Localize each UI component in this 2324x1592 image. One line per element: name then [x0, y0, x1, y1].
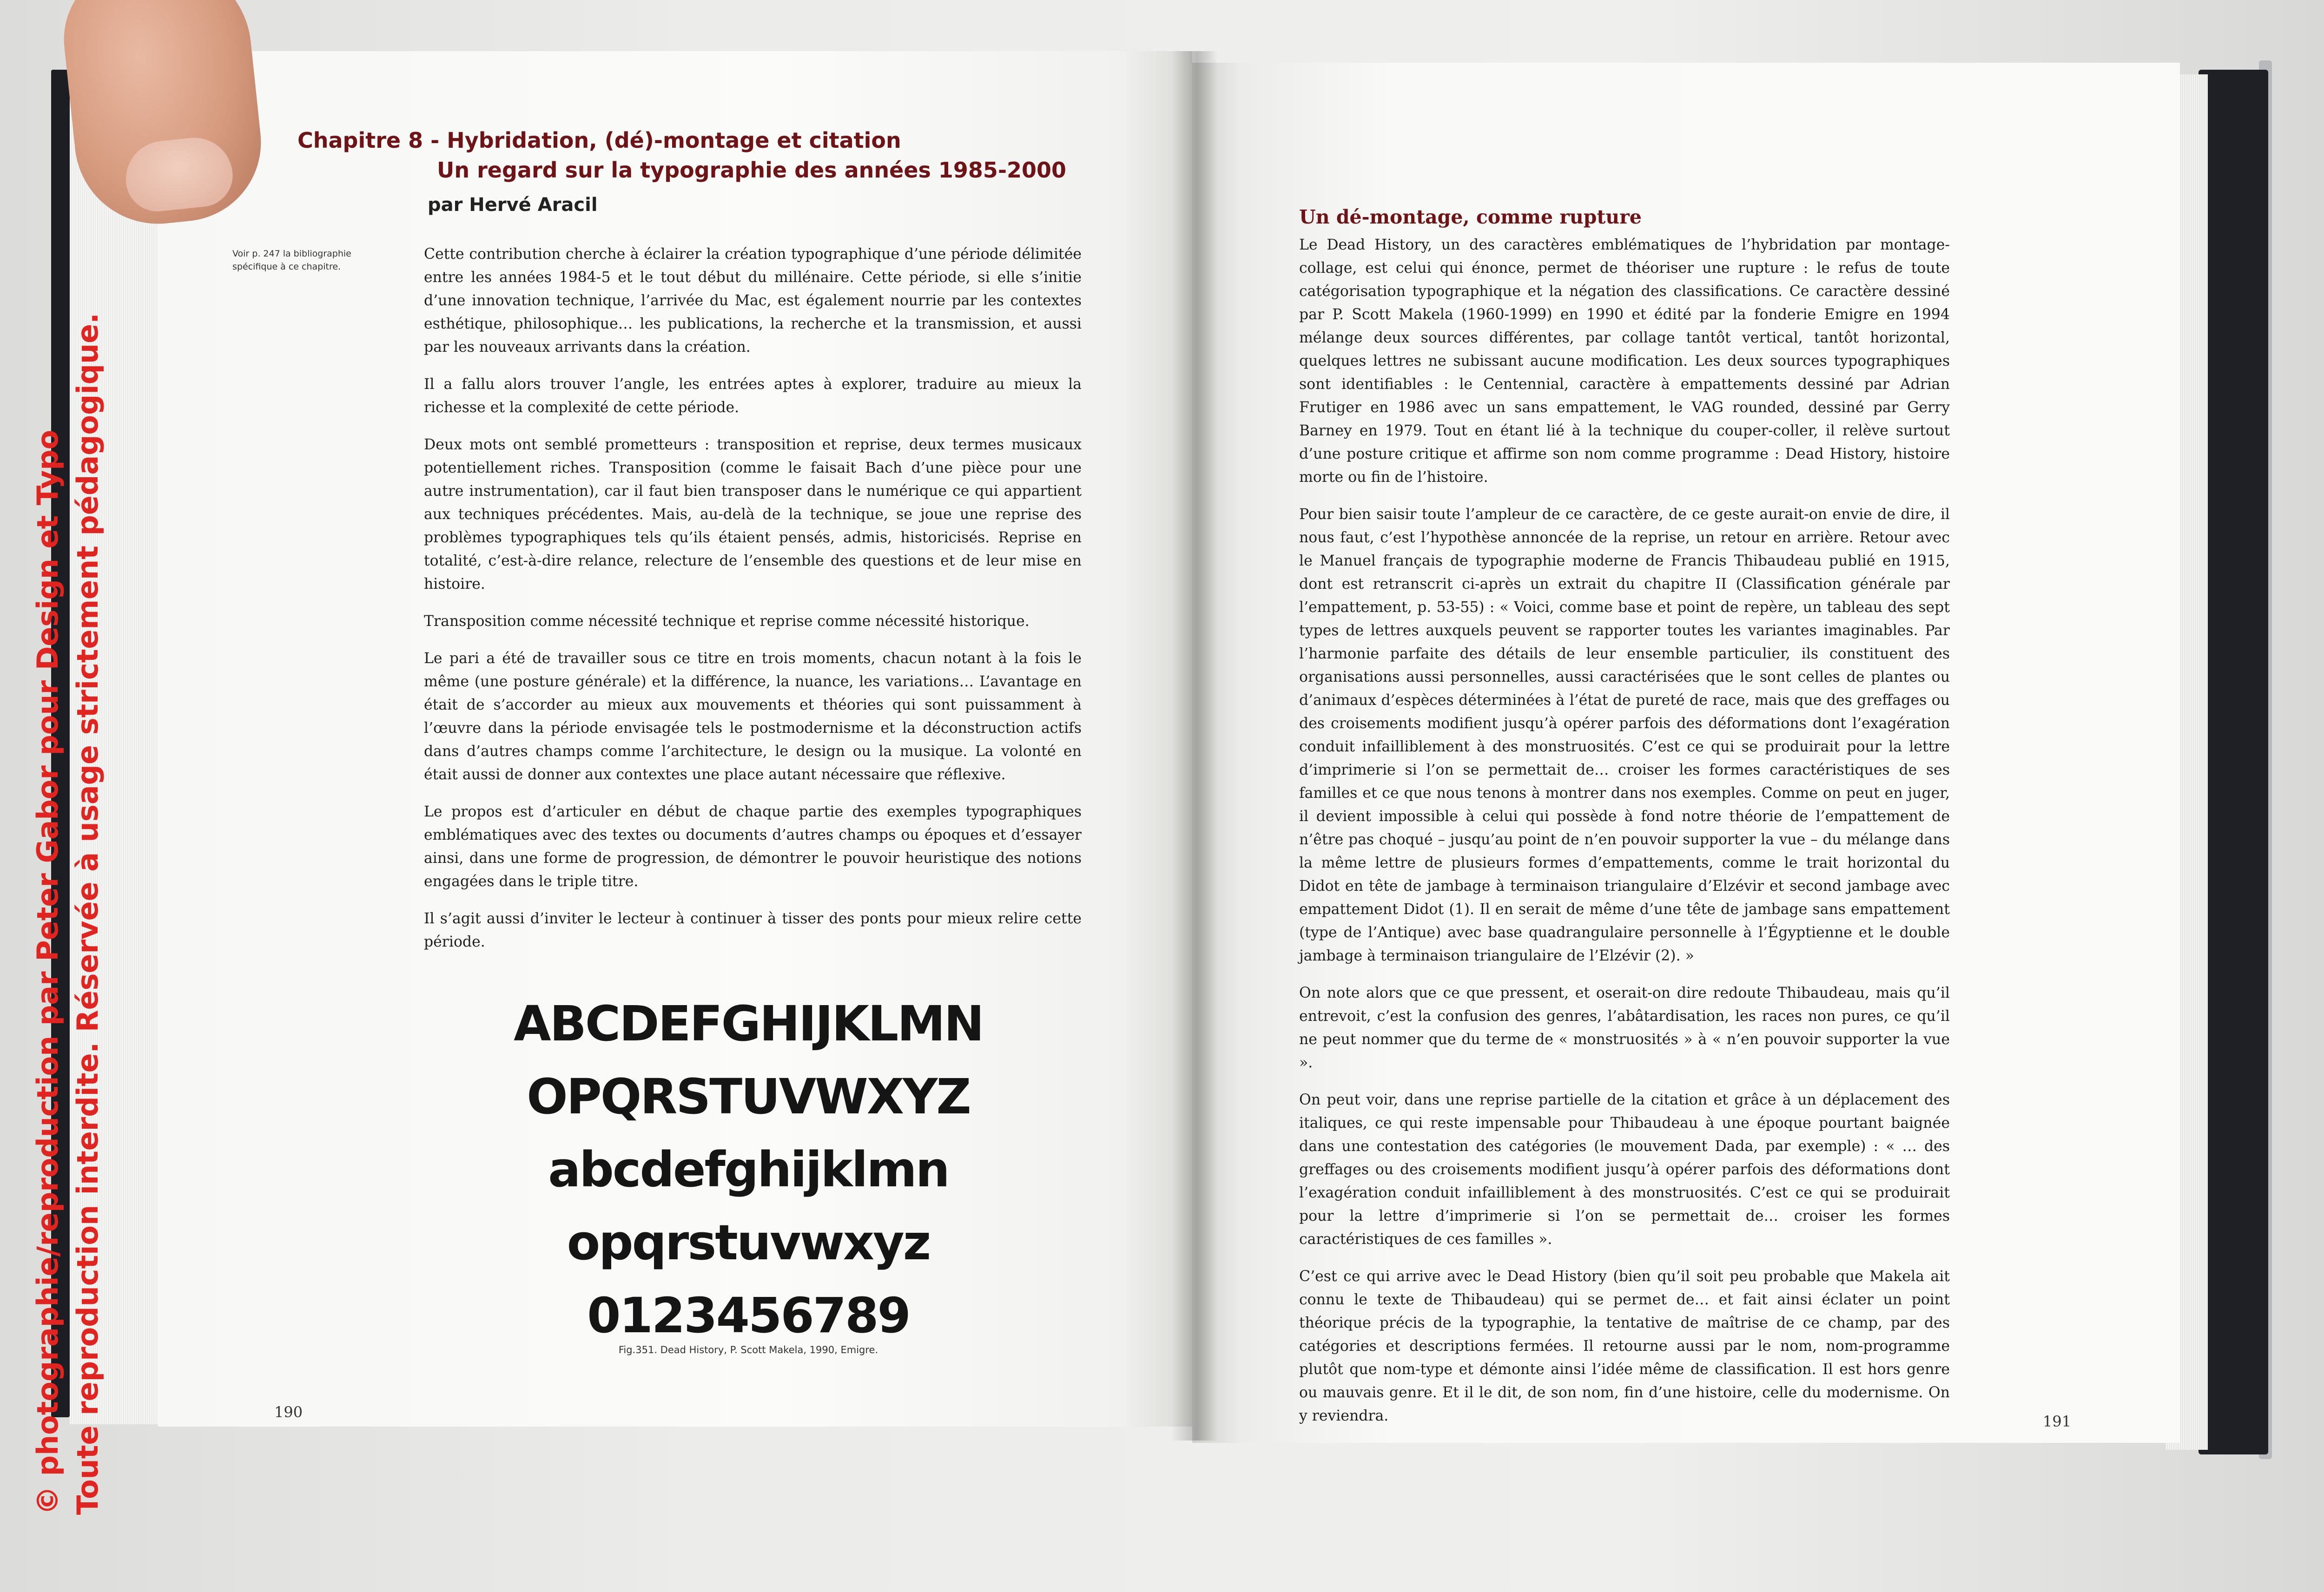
watermark-line1: © photographie/reproduction par Peter Gabor pour Design et Typo: [31, 429, 65, 1515]
left-paragraph-3: Deux mots ont semblé prometteurs : transposition et reprise, deux termes musicaux potentiellement riches. Transposition (comme le faisait Bach d’une pièce pour une autre instrumentation), car il faut bien transposer dans le numérique ce qui appartient aux techniques précédentes. Mais, au-delà de la technique, se joue une reprise des problèmes typographiques tels qu’ils étaient pensés, admis, historicisés. Reprise en totalité, c’est-à-dire relance, relecture de l’ensemble des questions et de leur mise en histoire.: [424, 436, 1082, 592]
page-number-left: 190: [274, 1403, 303, 1421]
left-paragraph-2: Il a fallu alors trouver l’angle, les entrées aptes à explorer, traduire au mieux la richesse et la complexité de cette période.: [424, 376, 1082, 416]
left-paragraph-6: Le propos est d’articuler en début de chaque partie des exemples typographiques emblématiques avec des textes ou documents d’autres champs ou époques et d’essayer ainsi, dans une forme de progression, de démontrer le pouvoir heuristique des notions engagées dans le triple titre.: [424, 803, 1082, 890]
left-body-text: [424, 243, 1082, 967]
watermark-line2: Toute reproduction interdite. Réservée à usage strictement pédagogique.: [71, 313, 105, 1515]
right-paragraph-3: On note alors que ce que pressent, et oserait-on dire redoute Thibaudeau, mais qu’il entrevoit, c’est la confusion des genres, l’abâtardisation, les races non pures, ce qu’il ne peut nommer que du terme de « monstruosités » à « n’en pouvoir supporter la vue ».: [1299, 985, 1950, 1071]
specimen-lowercase-2: opqrstuvwxyz: [567, 1214, 930, 1271]
right-paragraph-4: On peut voir, dans une reprise partielle de la citation et grâce à un déplacement des italiques, ce qui reste impensable pour Thibaudeau à une époque pourtant baignée dans une contestation des catégories (le mouvement Dada, par exemple) : « … des greffages ou des croisements modifient jusqu’à opérer parfois des déformations dont l’exagération conduit infailliblement à des monstruosités. C’est ce qui se produirait pour la lettre d’imprimerie si l’on se permettait de… croiser les formes caractéristiques de ces familles ».: [1299, 1092, 1950, 1248]
section-title: Un dé-montage, comme rupture: [1299, 206, 1642, 228]
typeface-specimen: [497, 987, 999, 1352]
book-gutter: [1171, 51, 1218, 1441]
left-paragraph-4: Transposition comme nécessité technique et reprise comme nécessité historique.: [424, 613, 1030, 630]
specimen-digits: 0123456789: [587, 1287, 910, 1344]
book-cover-right: [2199, 70, 2268, 1454]
copyright-watermark: [28, 313, 108, 1515]
specimen-lowercase-1: abcdefghijklmn: [548, 1141, 949, 1198]
left-paragraph-5: Le pari a été de travailler sous ce titre en trois moments, chacun notant à la fois le même (une posture générale) et la différence, la nuance, les variations… L’avantage en était de s’accorder au mieux aux mouvements et théories qui sont puissamment à l’œuvre dans la période envisagée tels le postmodernisme et la déconstruction actifs dans d’autres champs comme l’architecture, le design ou la musique. La volonté en était aussi de donner aux contextes une place autant nécessaire que réflexive.: [424, 650, 1082, 783]
right-body-text: [1299, 233, 1950, 1441]
author-name: par Hervé Aracil: [428, 194, 598, 216]
chapter-title: [297, 125, 1088, 185]
left-paragraph-7: Il s’agit aussi d’inviter le lecteur à continuer à tisser des ponts pour mieux relire cette période.: [424, 910, 1082, 950]
figure-caption: Fig.351. Dead History, P. Scott Makela, 1990, Emigre.: [618, 1344, 878, 1355]
chapter-title-line2: Un regard sur la typographie des années 1985-2000: [437, 158, 1067, 183]
right-paragraph-2: Pour bien saisir toute l’ampleur de ce caractère, de ce geste aurait-on envie de dire, il nous faut, c’est l’hypothèse annoncée de la reprise, un retour en arrière. Retour avec le Manuel français de typographie moderne de Francis Thibaudeau publié en 1915, dont est retranscrit ci-après un extrait du chapitre II (Classification générale par l’empattement, p. 53-55) : « Voici, comme base et point de repère, un tableau des sept types de lettres auxquels peuvent se rapporter toutes les variantes imaginables. Par l’harmonie parfaite des détails de leur ensemble particulier, ils constituent des organisations aussi personnelles, aussi caractérisées que le sont celles de plantes ou d’animaux d’espèces déterminées à l’état de pureté de race, mais que des greffages ou des croisements modifient jusqu’à opérer parfois des déformations dont l’exagération conduit infailliblement à des monstruosités. C’est ce qui se produirait pour la lettre d’imprimerie si l’on se permettait de… croiser les formes caractéristiques de ses familles et ce que nous tenons à montrer dans nos exemples. Comme on peut en juger, il devient impossible à celui qui possède à fond notre théorie de l’empattement de n’être pas choqué – jusqu’au point de n’en pouvoir supporter la vue – du mélange dans la même lettre de plusieurs formes d’empattements, comme le trait horizontal du Didot en tête de jambage à terminaison triangulaire d’Elzévir et second jambage avec empattement Didot (1). Il en serait de même d’une tête de jambage sans empattement (type de l’Antique) avec base quadrangulaire personnelle à l’Égyptienne et le double jambage à terminaison triangulaire de l’Elzévir (2). »: [1299, 506, 1950, 964]
left-paragraph-1: Cette contribution cherche à éclairer la création typographique d’une période délimitée entre les années 1984-5 et le tout début du millénaire. Cette période, si elle s’initie d’une innovation technique, l’arrivée du Mac, est également nourrie par les contextes esthétique, philosophique… les publications, la recherche et la transmission, et aussi par les nouveaux arrivants dans la création.: [424, 246, 1082, 355]
chapter-title-line1: Chapitre 8 - Hybridation, (dé)-montage et citation: [297, 128, 901, 153]
right-paragraph-1: Le Dead History, un des caractères emblématiques de l’hybridation par montage-collage, est celui qui énonce, permet de théoriser une rupture : le refus de toute catégorisation typographique et la négation des classifications. Ce caractère dessiné par P. Scott Makela (1960-1999) en 1990 et édité par la fonderie Emigre en 1994 mélange deux sources différentes, par collage tantôt vertical, tantôt horizontal, quelques lettres ne subissant aucune modification. Les deux sources typographiques sont identifiables : le Centennial, caractère à empattements dessiné par Adrian Frutiger en 1986 avec un sans empattement, le VAG rounded, dessiné par Gerry Barney en 1979. Tout en étant lié à la technique du couper-coller, il relève surtout d’une posture critique et affirme son nom comme programme : Dead History, histoire morte ou fin de l’histoire.: [1299, 237, 1950, 486]
right-paragraph-5: C’est ce qui arrive avec le Dead History (bien qu’il soit peu probable que Makela ait connu le texte de Thibaudeau) qui se permet de… et fait ainsi éclater un point théorique précis de la typographie, la tentative de maîtrise de ce champ, par des catégories et descriptions fermées. Il retourne aussi par le nom, nom-programme plutôt que nom-type et démonte ainsi l’idée même de classification. Il est hors genre ou mauvais genre. Et il le dit, de son nom, fin d’une histoire, celle du modernisme. On y reviendra.: [1299, 1268, 1950, 1424]
margin-note: Voir p. 247 la bibliographie spécifique à ce chapitre.: [232, 249, 351, 272]
specimen-uppercase-1: ABCDEFGHIJKLMN: [514, 995, 983, 1052]
specimen-uppercase-2: OPQRSTUVWXYZ: [527, 1068, 970, 1125]
page-number-right: 191: [2043, 1413, 2072, 1430]
